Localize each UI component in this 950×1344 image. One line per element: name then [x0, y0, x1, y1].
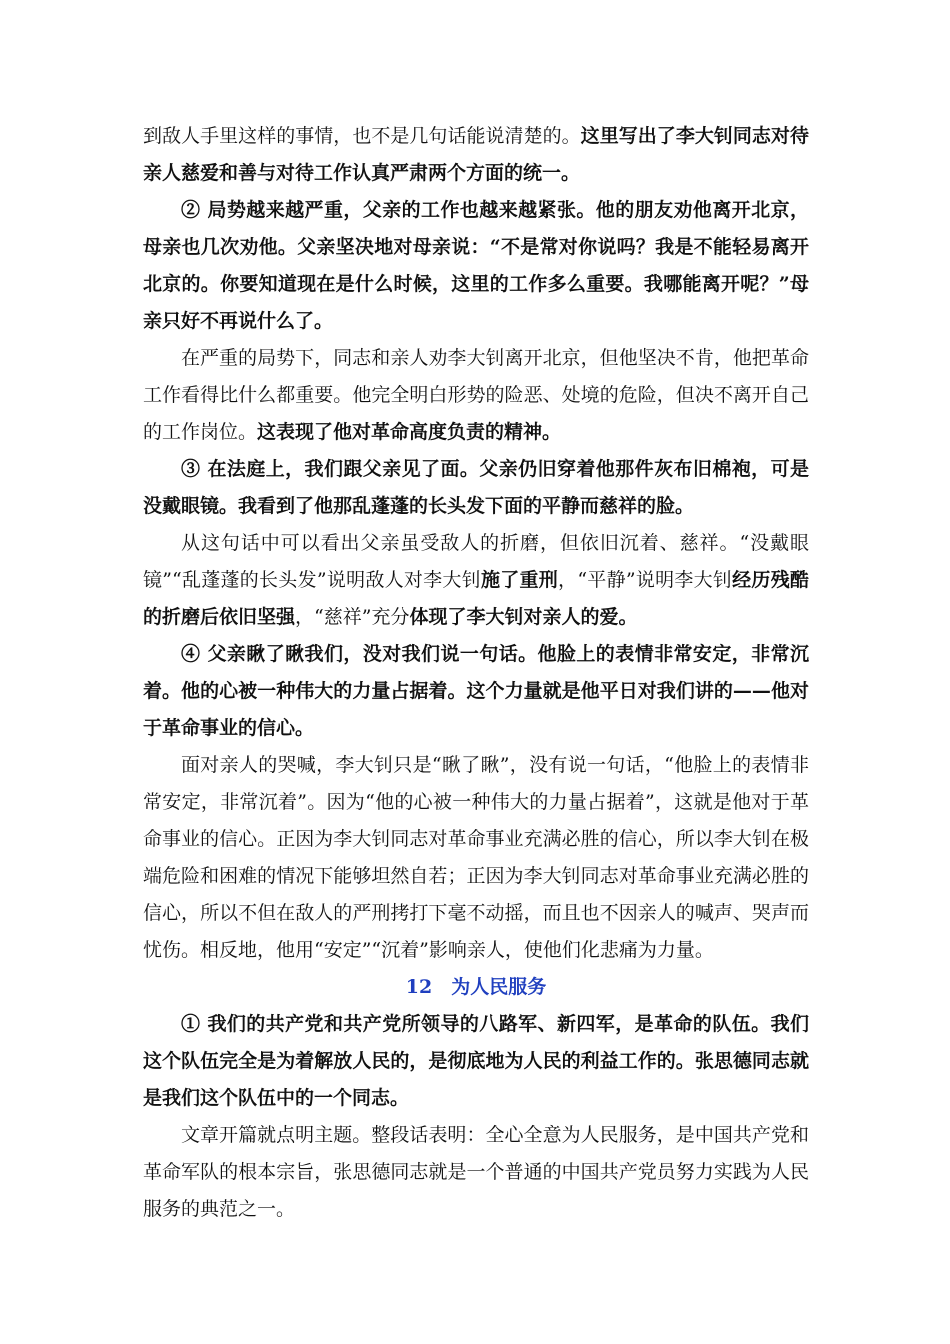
- paragraph: [143, 118, 809, 192]
- paragraph: [143, 192, 809, 340]
- section-heading: 12 为人民服务: [405, 976, 547, 998]
- paragraph: [143, 451, 809, 525]
- text-run: 面对亲人的哭喊，李大钊只是“瞅了瞅”，没有说一句话，“他脸上的表情非常安定，非常沉着”。因为“他的心被一种伟大的力量占据着”，这就是他对于革命事业的信心。正因为李大钊同志对革命事业充满必胜的信心，所以李大钊在极端危险和困难的情况下能够坦然自若；正因为李大钊同志对革命事业充满必胜的信心，所以不但在敌人的严刑拷打下毫不动摇，而且也不因亲人的喊声、哭声而忧伤。相反地，他用“安定”“沉着”影响亲人，使他们化悲痛为力量。: [143, 754, 809, 961]
- text-run: 从这句话中可以看出父亲虽受敌人的折磨，但依旧沉着、慈祥。“没戴眼镜”“乱蓬蓬的长头发”说明敌人对李大钊: [143, 532, 809, 591]
- bold-text-run: 这表现了他对革命高度负责的精神。: [257, 421, 562, 443]
- paragraph: [143, 1117, 809, 1228]
- paragraph: [143, 1006, 809, 1117]
- bold-text-run: ① 我们的共产党和共产党所领导的八路军、新四军，是革命的队伍。我们这个队伍完全是为着解放人民的，是彻底地为人民的利益工作的。张思德同志就是我们这个队伍中的一个同志。: [143, 1013, 809, 1109]
- bold-text-run: ④ 父亲瞅了瞅我们，没对我们说一句话。他脸上的表情非常安定，非常沉着。他的心被一种伟大的力量占据着。这个力量就是他平日对我们讲的——他对于革命事业的信心。: [143, 643, 809, 739]
- paragraph: [143, 525, 809, 636]
- paragraph: [143, 340, 809, 451]
- text-run: 文章开篇就点明主题。整段话表明：全心全意为人民服务，是中国共产党和革命军队的根本宗旨，张思德同志就是一个普通的中国共产党员努力实践为人民服务的典范之一。: [143, 1124, 809, 1220]
- bold-text-run: 体现了李大钊对亲人的爱。: [409, 606, 638, 628]
- paragraph: [143, 636, 809, 747]
- document-body: [143, 118, 809, 1228]
- bold-text-run: ③ 在法庭上，我们跟父亲见了面。父亲仍旧穿着他那件灰布旧棉袍，可是没戴眼镜。我看到了他那乱蓬蓬的长头发下面的平静而慈祥的脸。: [143, 458, 809, 517]
- text-run: 到敌人手里这样的事情，也不是几句话能说清楚的。: [143, 125, 581, 147]
- text-run: ，“平静”说明李大钊: [558, 569, 733, 591]
- paragraph: [143, 747, 809, 969]
- bold-text-run: 这里写出了李大钊同志对待亲人慈爱和善与对待工作认真严肃两个方面的统一。: [143, 125, 809, 184]
- text-run: 在严重的局势下，同志和亲人劝李大钊离开北京，但他坚决不肯，他把革命工作看得比什么都重要。他完全明白形势的险恶、处境的危险，但决不离开自己的工作岗位。: [143, 347, 809, 443]
- text-run: ，“慈祥”充分: [295, 606, 410, 628]
- bold-text-run: 经历残酷的折磨后依旧坚强: [143, 569, 809, 628]
- bold-text-run: 施了重刑: [480, 569, 559, 591]
- bold-text-run: ② 局势越来越严重，父亲的工作也越来越紧张。他的朋友劝他离开北京，母亲也几次劝他。父亲坚决地对母亲说：“不是常对你说吗？我是不能轻易离开北京的。你要知道现在是什么时候，这里的工作多么重要。我哪能离开呢？”母亲只好不再说什么了。: [143, 199, 809, 332]
